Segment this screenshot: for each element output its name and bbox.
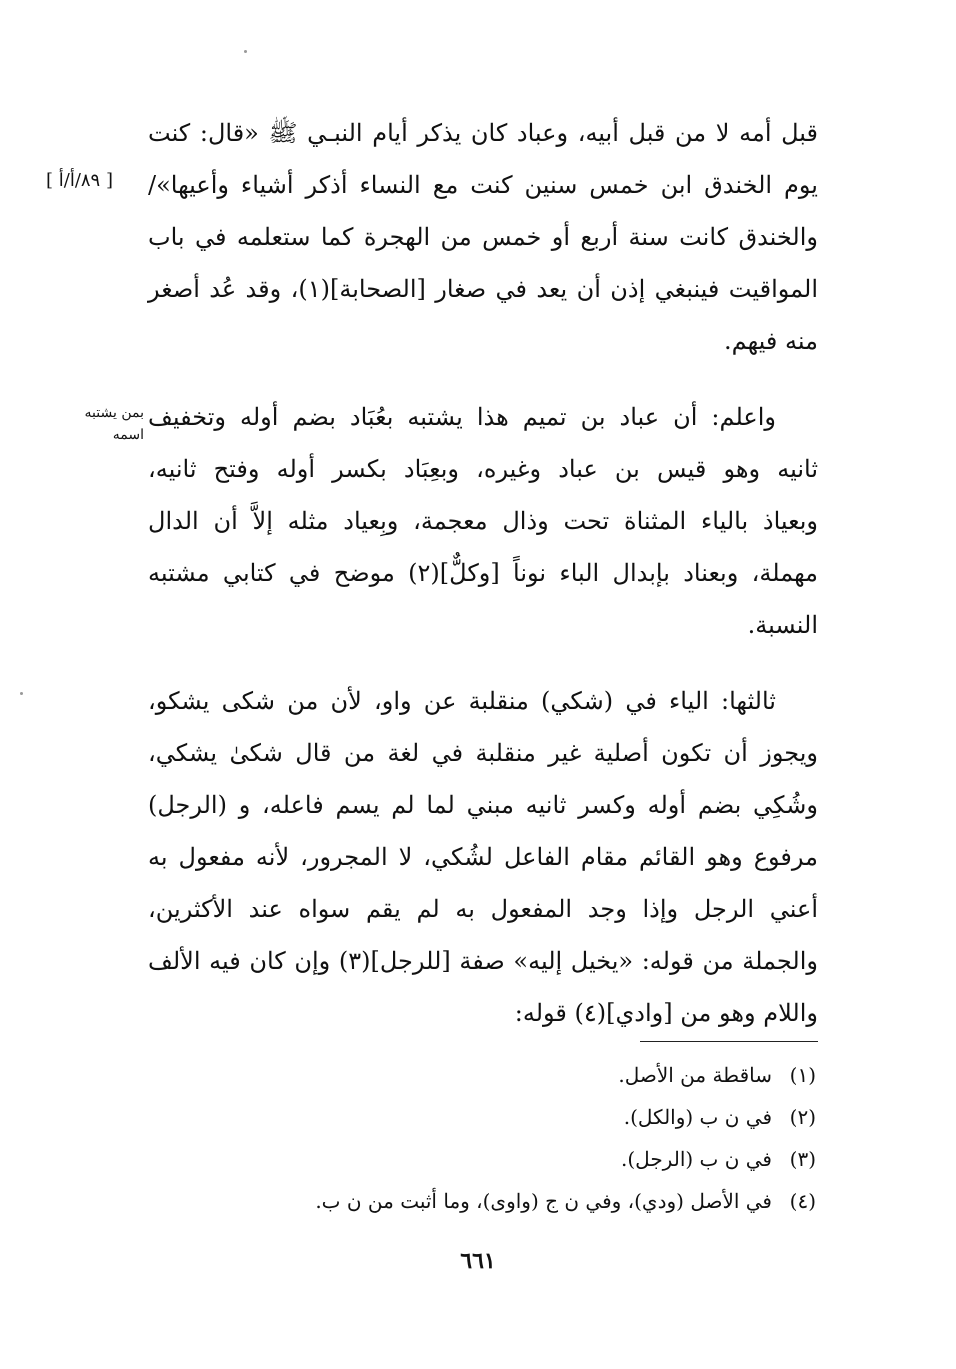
text-line: ويجوز أن تكون أصلية غير منقلبة في لغة من قال شكىٰ يشكي، <box>148 739 818 767</box>
footnote-text: ساقطة من الأصل. <box>618 1063 772 1087</box>
text-line: يوم الخندق ابن خمس سنين كنت مع النساء أذكر أشياء وأعيها»/ <box>148 171 818 199</box>
footnote-number: (٣) <box>789 1147 816 1171</box>
text-line: وبعياذ بالياء المثناة تحت وذال معجمة، وبِعياد مثله إلاَّ أن الدال <box>148 507 818 535</box>
scan-speck <box>244 50 247 53</box>
text-line: وشُكِي بضم أوله وكسر ثانيه مبني لما لم يسم فاعله، و (الرجل) <box>148 791 818 819</box>
text-line: والجملة من قوله: «يخيل إليه» صفة [للرجل](٣) وإن كان فيه الألف <box>148 947 818 975</box>
text-line: قبل أمه لا من قبل أبيه، وعباد كان يذكر أيام النبـي ﷺ «قال: كنت <box>148 119 818 147</box>
footnote-number: (٢) <box>789 1105 816 1129</box>
footnote <box>146 1186 816 1216</box>
page-number: ٦٦١ <box>460 1248 496 1274</box>
text-line: مرفوع وهو القائم مقام الفاعل لشُكي، لا المجرور، لأنه مفعول به <box>148 843 818 871</box>
footnote <box>146 1102 816 1132</box>
footnote-text: في ن ب (الرجل). <box>621 1147 772 1171</box>
text-line: واعلم: أن عباد بن تميم هذا يشتبه بعُبَاد بضم أوله وتخفيف <box>148 403 776 431</box>
footnote-text: في ن ب (والكل). <box>623 1105 772 1129</box>
footnote-divider <box>640 1041 818 1042</box>
footnote <box>146 1060 816 1090</box>
margin-topic-note <box>44 402 144 446</box>
footnote-number: (٤) <box>789 1189 816 1213</box>
text-line: واللام وهو من [وادي](٤) قوله: <box>514 999 818 1027</box>
text-line: أعني الرجل وإذا وجد المفعول به لم يقم سواه عند الأكثرين، <box>148 895 818 923</box>
text-line: النسبة. <box>747 611 818 639</box>
footnote-number: (١) <box>789 1063 816 1087</box>
text-line: ثانيه وهو قيس بن عباد وغيره، وبعِبَاد بكسر أوله وفتح ثانيه، <box>148 455 818 483</box>
scan-speck <box>20 692 23 695</box>
margin-manuscript-ref: [ ٨٩/أ/أ ] <box>46 170 113 191</box>
margin-topic-line: بمن يشتبه <box>84 405 144 421</box>
footnote <box>146 1144 816 1174</box>
text-line: ثالثها: الياء في (شكي) منقلبة عن واو، لأن من شكى يشكو، <box>148 687 776 715</box>
text-line: مهملة، وبعناد بإبدال الباء نوناً [وكلٌّ](٢) موضح في كتابي مشتبه <box>148 559 819 587</box>
text-line: منه فيهم. <box>724 327 818 355</box>
text-line: المواقيت فينبغي إذن أن يعد في صغار [الصحابة](١)، وقد عُد أصغر <box>148 275 818 303</box>
footnote-text: في الأصل (ودي)، وفي ن ج (واوى)، وما أثبت من ن ب. <box>315 1189 772 1213</box>
margin-topic-line: اسمه <box>112 427 144 443</box>
text-line: والخندق كانت سنة أربع أو خمس من الهجرة كما ستعلمه في باب <box>148 223 818 251</box>
